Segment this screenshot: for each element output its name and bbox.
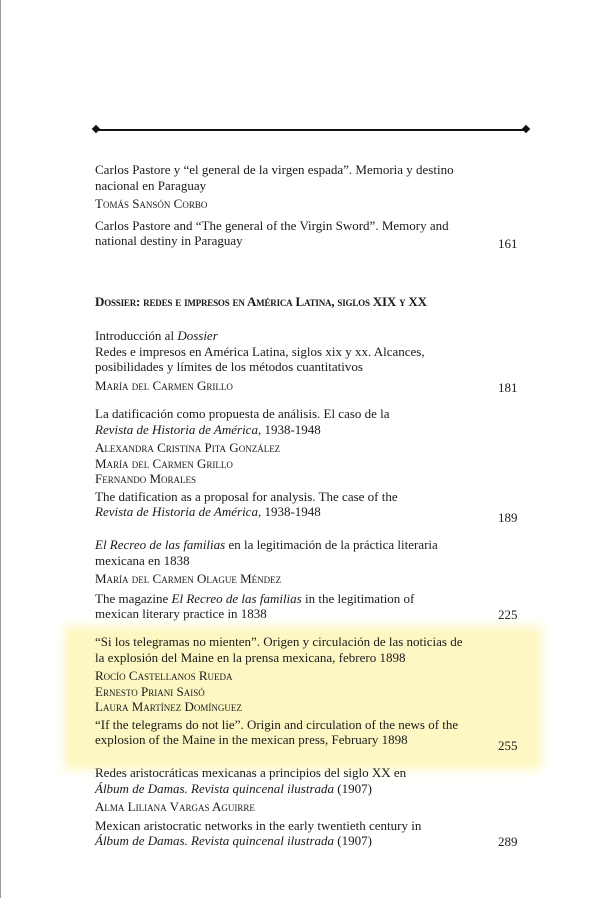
toc-entry-highlighted[interactable] bbox=[95, 634, 525, 748]
toc-entry[interactable] bbox=[95, 328, 525, 393]
title-part: in the legitimation of mexican literary practice in 1838 bbox=[95, 590, 415, 621]
toc-entry[interactable] bbox=[95, 162, 525, 249]
title-magazine: Álbum de Damas. Revista quincenal ilustrada bbox=[95, 833, 335, 848]
entry-title-en bbox=[95, 818, 525, 849]
title-magazine: El Recreo de las familias bbox=[171, 590, 302, 606]
entry-intro bbox=[95, 328, 525, 344]
title-part: The datification as a proposal for analysis. The case of the bbox=[95, 488, 398, 504]
page-number: 289 bbox=[498, 834, 518, 849]
entry-author: Alma Liliana Vargas Aguirre bbox=[95, 799, 255, 814]
entry-title-es: “Si los telegramas no mienten”. Origen y circulación de las noticias de la explosión del Maine en la prensa mexicana, febrero 1898 bbox=[95, 634, 463, 665]
title-part: en la legitimación de la práctica literaria mexicana en 1838 bbox=[95, 537, 438, 568]
entry-author: Alexandra Cristina Pita González bbox=[95, 440, 281, 455]
rule-line bbox=[98, 129, 524, 131]
entry-title-es bbox=[95, 765, 525, 796]
entry-title-en: Carlos Pastore and “The general of the Virgin Sword”. Memory and national destiny in Paraguay bbox=[95, 217, 449, 248]
section-heading: Dossier: redes e impresos en América Latina, siglos XIX y XX bbox=[95, 294, 427, 309]
title-year: (1907) bbox=[334, 780, 372, 796]
toc-entry[interactable] bbox=[95, 406, 525, 520]
entry-author: María del Carmen Grillo bbox=[95, 377, 233, 393]
entry-author: Ernesto Priani Saisó bbox=[95, 683, 205, 699]
page-number: 181 bbox=[498, 380, 518, 395]
title-magazine: El Recreo de las familias bbox=[95, 537, 226, 552]
title-part: La datificación como propuesta de análisis. El caso de la bbox=[95, 406, 390, 421]
entry-author: María del Carmen Olague Méndez bbox=[95, 571, 282, 586]
toc-entry[interactable] bbox=[95, 765, 525, 849]
title-journal: Revista de Historia de América bbox=[95, 421, 258, 437]
entry-author: Tomás Sansón Corbo bbox=[95, 196, 208, 211]
title-magazine: Álbum de Damas. Revista quincenal ilustrada bbox=[95, 780, 335, 796]
page-number: 189 bbox=[498, 510, 518, 525]
entry-author: Laura Martínez Domínguez bbox=[95, 699, 242, 714]
entry-author: Rocío Castellanos Rueda bbox=[95, 668, 233, 683]
toc-entry[interactable] bbox=[95, 537, 525, 622]
entry-title-es: Carlos Pastore y “el general de la virgen espada”. Memoria y destino nacional en Paraguay bbox=[95, 162, 454, 193]
page-number: 161 bbox=[498, 236, 518, 251]
ornamental-rule bbox=[93, 123, 529, 137]
title-journal: Revista de Historia de América bbox=[95, 504, 258, 519]
intro-text: Introducción al bbox=[95, 328, 178, 343]
entry-author: Fernando Morales bbox=[95, 471, 197, 486]
entry-title-en bbox=[95, 489, 525, 520]
page-edge bbox=[0, 0, 1, 898]
entry-title-es bbox=[95, 406, 525, 437]
entry-title-en bbox=[95, 591, 425, 622]
page-number: 255 bbox=[498, 738, 518, 753]
intro-dossier: Dossier bbox=[177, 328, 218, 343]
title-years: , 1938-1948 bbox=[257, 504, 321, 519]
diamond-left-icon bbox=[92, 125, 100, 133]
title-part: Redes aristocráticas mexicanas a principios del siglo XX en bbox=[95, 765, 407, 780]
entry-title: Redes e impresos en América Latina, siglos xix y xx. Alcances, posibilidades y límites de los métodos cuantitativos bbox=[95, 343, 425, 374]
title-years: , 1938-1948 bbox=[257, 421, 321, 437]
entry-author: María del Carmen Grillo bbox=[95, 455, 233, 471]
title-part: Mexican aristocratic networks in the early twentieth century in bbox=[95, 817, 422, 833]
entry-title-es bbox=[95, 537, 445, 568]
page-number: 225 bbox=[498, 607, 518, 622]
title-year: (1907) bbox=[334, 833, 372, 848]
entry-title-en: “If the telegrams do not lie”. Origin and circulation of the news of the explosion of the Maine in the mexican press, February 1898 bbox=[95, 716, 459, 747]
title-part: The magazine bbox=[95, 590, 172, 606]
diamond-right-icon bbox=[522, 125, 530, 133]
